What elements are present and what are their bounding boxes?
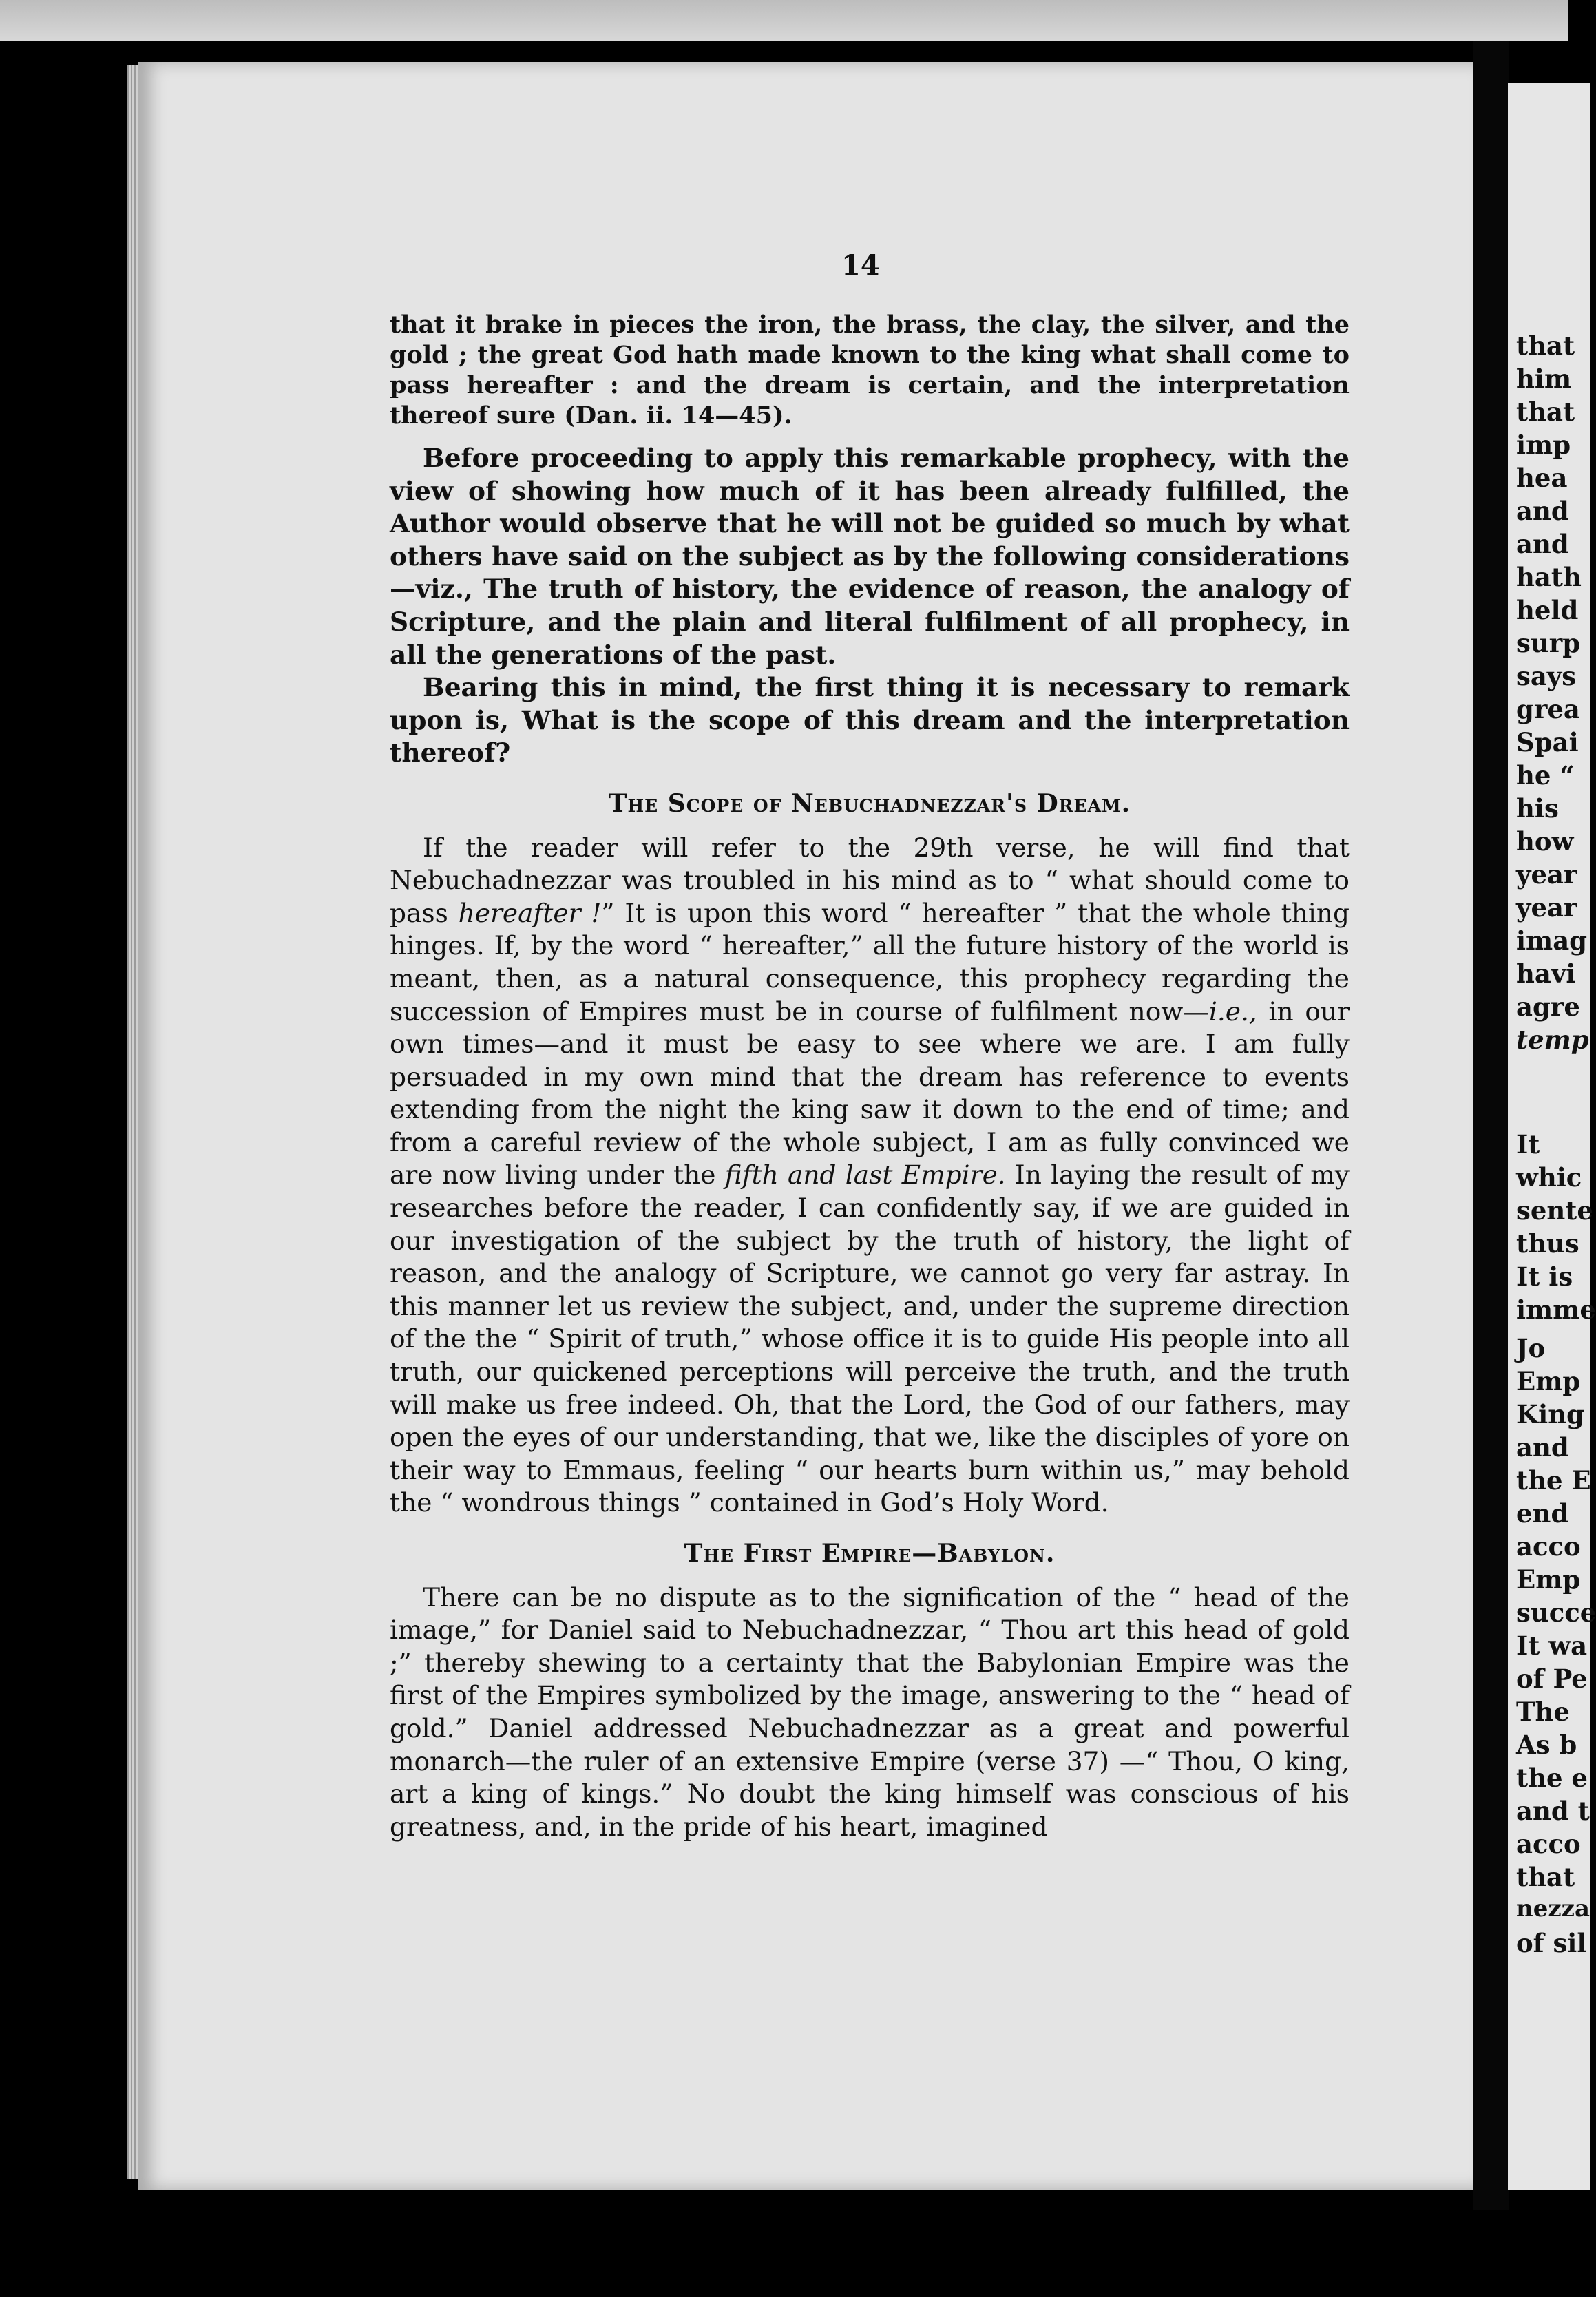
fragment-line: that <box>1516 397 1575 427</box>
scanner-edge <box>0 0 1568 41</box>
fragment-line: succe <box>1516 1597 1596 1628</box>
fragment-line: Emp <box>1516 1564 1581 1595</box>
page-body <box>390 310 1350 1843</box>
fragment-line: he “ <box>1516 760 1575 790</box>
fragment-line: acco <box>1516 1829 1581 1859</box>
emphasis-ie: i.e., <box>1208 996 1257 1027</box>
paragraph-before-proceeding: Before proceeding to apply this remarkable prophecy, with the view of showing how much of it has been already fulfilled, the Author would observe that he will not be guided so much by what others have said on the subject as by the following considerations—viz., The truth of history, the evidence of reason, the analogy of Scripture, and the plain and literal fulfilment of all prophecy, in all the generations of the past. <box>390 443 1350 670</box>
fragment-line: King <box>1516 1399 1584 1429</box>
fragment-line: how <box>1516 826 1574 857</box>
text-run: in our own times—and it must be easy to see where we are. I am fully persuaded in my own mind that the dream has reference to events extending from the night the king saw it down to the end of time; and from a careful review of the whole subject, I am as fully convinced we are now living under the <box>390 996 1350 1191</box>
fragment-line: Emp <box>1516 1366 1581 1396</box>
page-number: 14 <box>841 249 880 282</box>
paragraph-babylon: There can be no dispute as to the signification of the “ head of the image,” for Daniel said to Nebuchadnezzar, “ Thou art this head of gold ;” thereby shewing to a certainty that the Babylonian Empire was the first of the Empires symbolized by the image, answering to the “ head of gold.” Daniel addressed Nebuchadnezzar as a great and powerful monarch—the ruler of an extensive Empire (verse 37) —“ Thou, O king, art a king of kings.” No doubt the king himself was conscious of his greatness, and, in the pride of his heart, imagined <box>390 1582 1350 1842</box>
fragment-line: of sil <box>1516 1928 1587 1958</box>
fragment-line: Jo <box>1516 1333 1546 1363</box>
fragment-line: him <box>1516 364 1572 394</box>
fragment-line: the e <box>1516 1763 1588 1793</box>
fragment-line: his <box>1516 793 1559 824</box>
section-heading-babylon: The First Empire—Babylon. <box>684 1539 1056 1568</box>
right-page-fragment <box>1508 83 1596 2190</box>
fragment-line: The <box>1516 1697 1570 1727</box>
fragment-line: imp <box>1516 430 1571 460</box>
text-run: ” It is upon this word “ hereafter ” that the whole thing hinges. If, by the word “ hereafter,” all the future history of the world is meant, then, as a natural consequence, this prophecy regarding the succession of Empires must be in course of fulfilment now— <box>390 897 1350 1027</box>
fragment-line: surp <box>1516 628 1581 658</box>
fragment-line: imag <box>1516 925 1588 956</box>
fragment-line: hath <box>1516 562 1582 592</box>
fragment-line: that <box>1516 1862 1575 1892</box>
fragment-line: acco <box>1516 1531 1581 1562</box>
text-run: If the reader will refer to the 29th verse, he will find that Nebuchadnezzar was troubled in his mind as to “ what should come to pass <box>390 832 1350 928</box>
fragment-line: year <box>1516 892 1577 923</box>
fragment-line: nezza <box>1516 1895 1590 1922</box>
fragment-line: It wa <box>1516 1630 1588 1661</box>
fragment-line: whic <box>1516 1162 1582 1193</box>
text-run: In laying the result of my researches before the reader, I can confidently say, if we are guided in our investigation of the subject by the truth of history, the light of reason, and the analogy of Scripture, we cannot go very far astray. In this manner let us review the subject, and, under the supreme direction of the the “ Spirit of truth,” whose office it is to guide His people into all truth, our quickened perceptions will perceive the truth, and the truth will make us free indeed. Oh, that the Lord, the God of our fathers, may open the eyes of our understanding, that we, like the disciples of yore on their way to Emmaus, feeling “ our hearts burn within us,” may behold the “ wondrous things ” contained in God’s Holy Word. <box>390 1160 1350 1518</box>
fragment-line: and <box>1516 496 1569 526</box>
emphasis-fifth-empire: fifth and last Empire. <box>724 1160 1006 1191</box>
paragraph-bearing-this: Bearing this in mind, the first thing it is necessary to remark upon is, What is the scope of this dream and the interpretation thereof? <box>390 672 1350 768</box>
fragment-line: end <box>1516 1498 1569 1529</box>
emphasis-hereafter: hereafter ! <box>458 897 602 928</box>
fragment-line: It is <box>1516 1261 1573 1292</box>
fragment-line: the E <box>1516 1465 1591 1496</box>
fragment-line: Spai <box>1516 727 1579 757</box>
fragment-line: says <box>1516 661 1577 691</box>
fragment-line: thus <box>1516 1228 1579 1259</box>
fragment-line: As b <box>1516 1730 1577 1760</box>
paragraph-scope <box>390 832 1350 1520</box>
fragment-line: and <box>1516 1432 1569 1462</box>
fragment-line: It <box>1516 1129 1540 1160</box>
fragment-line: grea <box>1516 694 1580 724</box>
fragment-line: sente <box>1516 1195 1593 1226</box>
fragment-line: temp <box>1516 1025 1589 1055</box>
fragment-line: imme <box>1516 1294 1596 1325</box>
fragment-line: year <box>1516 859 1577 890</box>
section-heading-scope: The Scope of Nebuchadnezzar's Dream. <box>608 788 1131 818</box>
fragment-line: held <box>1516 595 1579 625</box>
fragment-line: that <box>1516 331 1575 361</box>
fragment-line: agre <box>1516 992 1580 1022</box>
fragment-line: hea <box>1516 463 1568 493</box>
book-gutter <box>1473 41 1509 2210</box>
fragment-line: havi <box>1516 958 1576 989</box>
paragraph-continuation: that it brake in pieces the iron, the brass, the clay, the silver, and the gold ; the great God hath made known to the king what shall come to pass hereafter : and the dream is certain, and the interpretation thereof sure (Dan. ii. 14—45). <box>390 311 1350 430</box>
fragment-line: of Pe <box>1516 1664 1588 1694</box>
fragment-line: and <box>1516 529 1569 559</box>
fragment-line: and t <box>1516 1796 1590 1826</box>
